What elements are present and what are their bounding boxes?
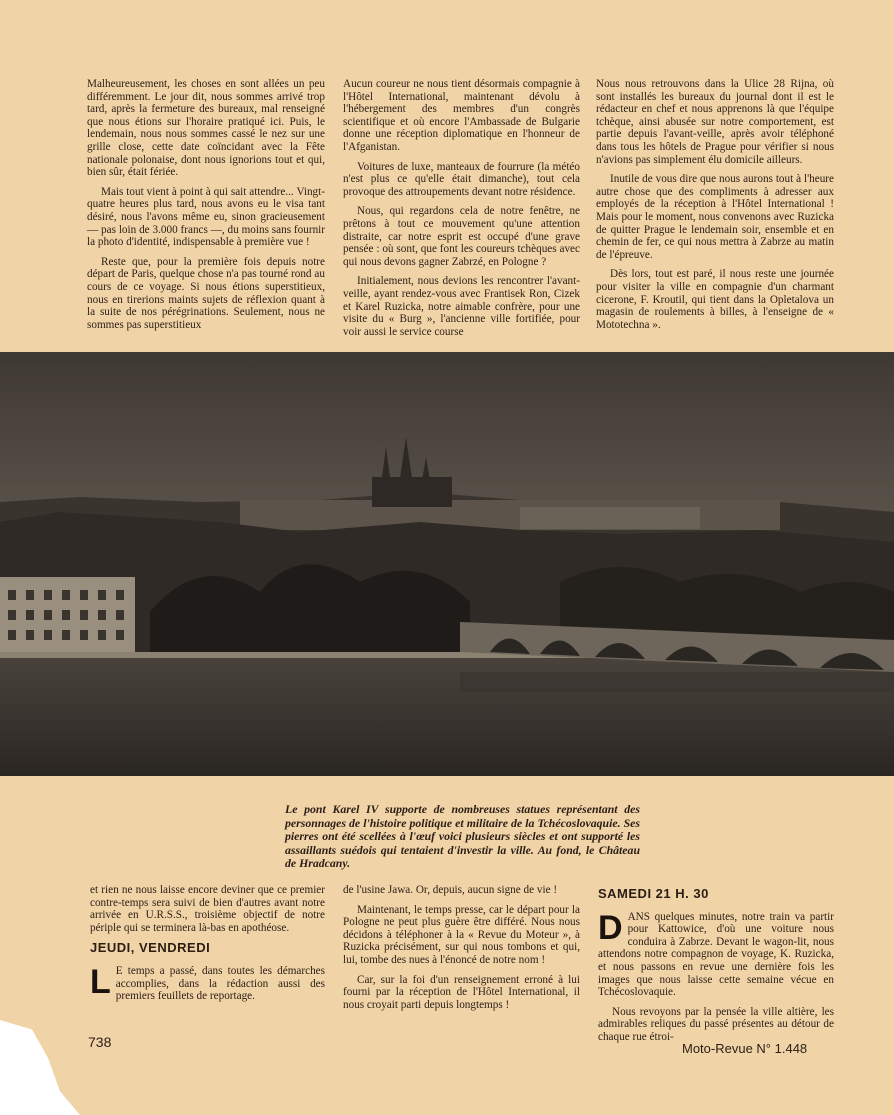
drop-cap: D — [598, 908, 623, 947]
drop-cap: L — [90, 962, 111, 1001]
top-column-3 — [596, 78, 834, 338]
prague-photograph — [0, 352, 894, 776]
paragraph: Nous revoyons par la pensée la ville altière, les admirables reliques du passé présentes au détour de chaque rue étroi- — [598, 1005, 834, 1043]
paragraph — [90, 962, 325, 1003]
paragraph: et rien ne nous laisse encore deviner que ce premier contre-temps sera suivi de bien d'autres avant notre arrivée en U.R.S.S., troisième objectif de notre périple qui se terminera là-bas en apothéose. — [90, 884, 325, 934]
paragraph: Mais tout vient à point à qui sait attendre... Vingt-quatre heures plus tard, nous avons eu le visa tant désiré, nous l'avons même eu, sinon gracieusement — pas loin de 3.000 francs —, du moins sans fournir la photo d'identité, indispensable à première vue ! — [87, 185, 325, 249]
paragraph-text: ANS quelques minutes, notre train va partir pour Kattowice, d'où une voiture nous conduira à Zabrze. Devant le wagon-lit, nous attendons notre compagnon de voyage, K. Ruzicka, et nous passons en revue une dernière fois les images que nous laisse cette semaine vécue en Tchécoslovaquie. — [598, 910, 834, 999]
paragraph: Nous, qui regardons cela de notre fenêtre, ne prêtons à tout ce mouvement qu'une attention distraite, car notre esprit est occupé d'une grave pensée : où sont, que font les coureurs tchèques avec qui nous devons gagner Zabrzé, en Pologne ? — [343, 205, 580, 268]
bottom-column-1 — [90, 884, 325, 1010]
prague-skyline-image — [0, 352, 894, 776]
page-number: 738 — [88, 1034, 112, 1050]
paragraph: Aucun coureur ne nous tient désormais compagnie à l'Hôtel International, maintenant dévolu à l'hébergement des membres d'un congrès scientifique et où encore l'Ambassade de Bulgarie donne une réception diplomatique en l'honneur de l'Afganistan. — [343, 78, 580, 153]
paragraph: Dès lors, tout est paré, il nous reste une journée pour visiter la ville en compagnie d'un charmant cicerone, F. Kroutil, qui tient dans la Opletalova un magasin de roulements à billes, à l'enseigne de « Mototechna ». — [596, 268, 834, 331]
paragraph: Car, sur la foi d'un renseignement erroné à lui fourni par la réception de l'Hôtel International, il nous croyait parti depuis longtemps ! — [343, 973, 580, 1011]
paragraph: Maintenant, le temps presse, car le départ pour la Pologne ne peut plus guère être différé. Nous nous décidons à téléphoner à la « Revue du Moteur », à Ruzicka précisément, sur qui nous tombons et qui, lui, tombe des nues à l'énoncé de notre nom ! — [343, 903, 580, 966]
paragraph: Voitures de luxe, manteaux de fourrure (la météo n'est plus ce qu'elle était dimanche), tout cela provoque des attroupements devant notre résidence. — [343, 160, 580, 198]
bottom-column-3 — [598, 884, 834, 1051]
top-column-1 — [87, 78, 325, 338]
paragraph: Inutile de vous dire que nous aurons tout à l'heure autre chose que des compliments à adresser aux employés de la réception à l'Hôtel International ! Mais pour le moment, nous convenons avec Ruzicka de quitter Prague le lendemain soir, ensemble et en chemin de fer, ce qui nous mettra à Zabrze au matin de l'épreuve. — [596, 173, 834, 261]
paragraph: Reste que, pour la première fois depuis notre départ de Paris, quelque chose n'a pas tourné rond au cours de ce voyage. Si nous étions superstitieux, nous en tirerions maints sujets de réflexion quant à la suite de nos pérégrinations. Seulement, nous ne sommes pas superstitieux — [87, 255, 325, 331]
paragraph-text: E temps a passé, dans toutes les démarches accomplies, dans la rédaction aussi des premiers feuillets de reportage. — [115, 964, 325, 1003]
paragraph: Nous nous retrouvons dans la Ulice 28 Rijna, où sont installés les bureaux du journal dont il est le rédacteur en chef et nous apprenons là que l'équipe tchèque, ainsi abusée sur notre comportement, est partie depuis l'avant-veille, après avoir téléphoné dans tous les hôtels de Prague pour vérifier si nous n'avions pas simplement élu domicile ailleurs. — [596, 78, 834, 166]
section-heading: SAMEDI 21 H. 30 — [598, 886, 709, 901]
top-column-2 — [343, 78, 580, 345]
torn-corner — [0, 1020, 80, 1115]
paragraph — [598, 908, 834, 999]
bottom-column-2 — [343, 884, 580, 1018]
paragraph: Malheureusement, les choses en sont allées un peu différemment. Le jour dit, nous sommes arrivé trop tard, après la fermeture des bureaux, mal renseigné que nous étions sur l'horaire pratiqué ici. Puis, le lendemain, nous nous sommes cassé le nez sur une grille close, cette date coïncidant avec la Fête nationale polonaise, dont nous ignorions tout et qui, bien sûr, était fériée. — [87, 78, 325, 179]
magazine-issue: Moto-Revue N° 1.448 — [682, 1041, 808, 1056]
section-heading: JEUDI, VENDREDI — [90, 940, 211, 956]
paragraph: de l'usine Jawa. Or, depuis, aucun signe de vie ! — [343, 884, 558, 896]
photo-caption: Le pont Karel IV supporte de nombreuses statues représentant des personnages de l'histoire politique et militaire de la Tchécoslovaquie. Ses pierres ont été scellées à l'œuf voici plusieurs siècles et ont supporté les assaillants suédois qui tentaient d'investir la ville. Au fond, le Château de Hradcany. — [285, 802, 640, 870]
paragraph: Initialement, nous devions les rencontrer l'avant-veille, ayant rendez-vous avec Frantisek Ron, Cizek et Karel Ruzicka, notre aimable confrère, pour une visite du « Burg », l'ancienne ville fortifiée, pour voir aussi le service course — [343, 275, 580, 338]
